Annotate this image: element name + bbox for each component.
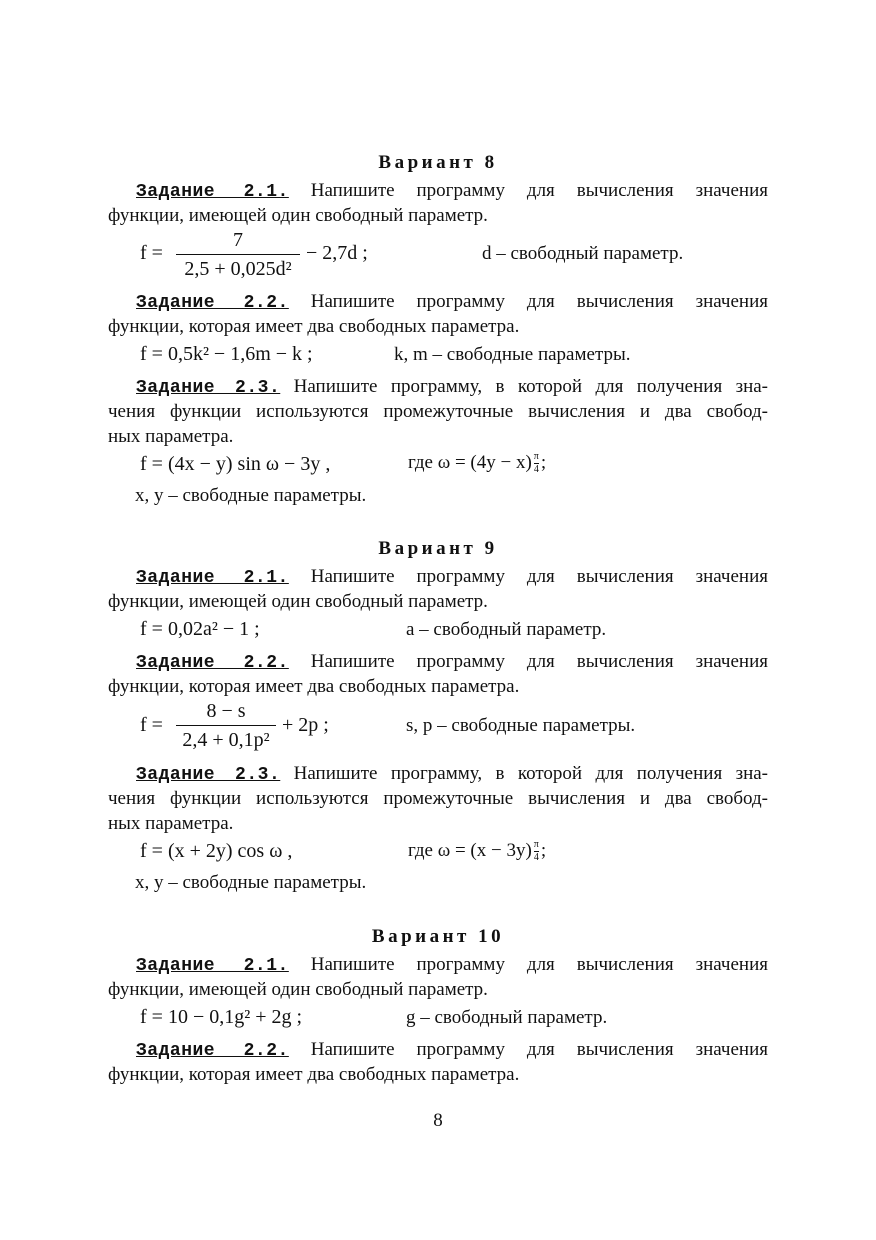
task-label: Задание 2.1. [136, 956, 289, 976]
v8-formula-lhs: f = [140, 242, 163, 264]
v9-t3-note: x, y – свободные параметры. [135, 872, 367, 893]
v8-t3-formula: f = (4x − y) sin ω − 3y , [140, 453, 331, 475]
fraction-bar [176, 725, 276, 726]
fraction-bar [176, 254, 300, 255]
v9-t3-where: где ω = (x − 3y) $\frac{\pi}{4}$ ; [408, 839, 547, 864]
v9-t1-note: a – свободный параметр. [406, 619, 607, 640]
task-label: Задание 2.1. [136, 182, 289, 202]
task-label: Задание 2.2. [136, 293, 289, 313]
v9-formula-tail: + 2p ; [282, 714, 329, 736]
v8-task-2-1-line2: функции, имеющей один свободный параметр. [108, 205, 488, 226]
task-label: Задание 2.2. [136, 1041, 289, 1061]
v9-task-2-1-line1: Задание 2.1. Напишите программу для вычисления значения [136, 566, 768, 588]
v9-fraction [176, 700, 276, 751]
v10-task-2-1-line2: функции, имеющей один свободный параметр. [108, 979, 488, 1000]
page-number: 8 [433, 1110, 443, 1131]
v8-t2-formula: f = 0,5k² − 1,6m − k ; [140, 343, 313, 365]
v9-formula-lhs: f = [140, 714, 163, 736]
fraction-numerator: 8 − s [206, 700, 246, 722]
v10-task-2-2-line2: функции, которая имеет два свободных параметра. [108, 1064, 520, 1085]
v8-task-2-2-line2: функции, которая имеет два свободных параметра. [108, 316, 520, 337]
v8-task-2-3-line2: чения функции используются промежуточные вычисления и два свобод- [108, 401, 768, 422]
v9-task-2-3-line1: Задание 2.3. Напишите программу, в которой для получения зна- [136, 763, 769, 785]
task-label: Задание 2.3. [136, 378, 281, 398]
v10-t1-formula: f = 10 − 0,1g² + 2g ; [140, 1006, 303, 1028]
task-label: Задание 2.3. [136, 765, 281, 785]
v9-task-2-3-line3: ных параметра. [108, 813, 234, 834]
v8-fraction [176, 229, 300, 280]
v8-t3-note: x, y – свободные параметры. [135, 485, 367, 506]
v9-t3-formula: f = (x + 2y) cos ω , [140, 840, 293, 862]
v9-task-2-1-line2: функции, имеющей один свободный параметр. [108, 591, 488, 612]
fraction-denominator: 2,5 + 0,025d² [184, 258, 292, 280]
v10-task-2-2-line1: Задание 2.2. Напишите программу для вычисления значения [136, 1039, 768, 1061]
v8-t2-note: k, m – свободные параметры. [394, 344, 631, 365]
v8-task-2-2-line1: Задание 2.2. Напишите программу для вычисления значения [136, 291, 768, 313]
variant-9-title: Вариант 9 [378, 538, 498, 559]
fraction-numerator: 7 [233, 229, 243, 251]
variant-8-title: Вариант 8 [378, 152, 498, 173]
v8-task-2-3-line1: Задание 2.3. Напишите программу, в которой для получения зна- [136, 376, 769, 398]
task-label: Задание 2.2. [136, 653, 289, 673]
v9-task-2-2-line2: функции, которая имеет два свободных параметра. [108, 676, 520, 697]
task-label: Задание 2.1. [136, 568, 289, 588]
pi-over-4: $\frac{\pi}{4}$ [533, 839, 539, 864]
v9-task-2-3-line2: чения функции используются промежуточные вычисления и два свобод- [108, 788, 768, 809]
v10-task-2-1-line1: Задание 2.1. Напишите программу для вычисления значения [136, 954, 768, 976]
fraction-denominator: 2,4 + 0,1p² [182, 729, 270, 751]
v8-t3-where: где ω = (4y − x) $\frac{\pi}{4}$ ; [408, 451, 547, 476]
v8-t1-note: d – свободный параметр. [482, 243, 684, 264]
v9-t1-formula: f = 0,02a² − 1 ; [140, 618, 260, 640]
pi-over-4: $\frac{\pi}{4}$ [533, 451, 539, 476]
v8-formula-tail: − 2,7d ; [306, 242, 368, 264]
v8-task-2-3-line3: ных параметра. [108, 426, 234, 447]
v9-t2-note: s, p – свободные параметры. [406, 715, 636, 736]
v10-t1-note: g – свободный параметр. [406, 1007, 608, 1028]
v9-task-2-2-line1: Задание 2.2. Напишите программу для вычисления значения [136, 651, 768, 673]
variant-10-title: Вариант 10 [371, 926, 505, 947]
v8-task-2-1-line1: Задание 2.1. Напишите программу для вычисления значения [136, 180, 768, 202]
